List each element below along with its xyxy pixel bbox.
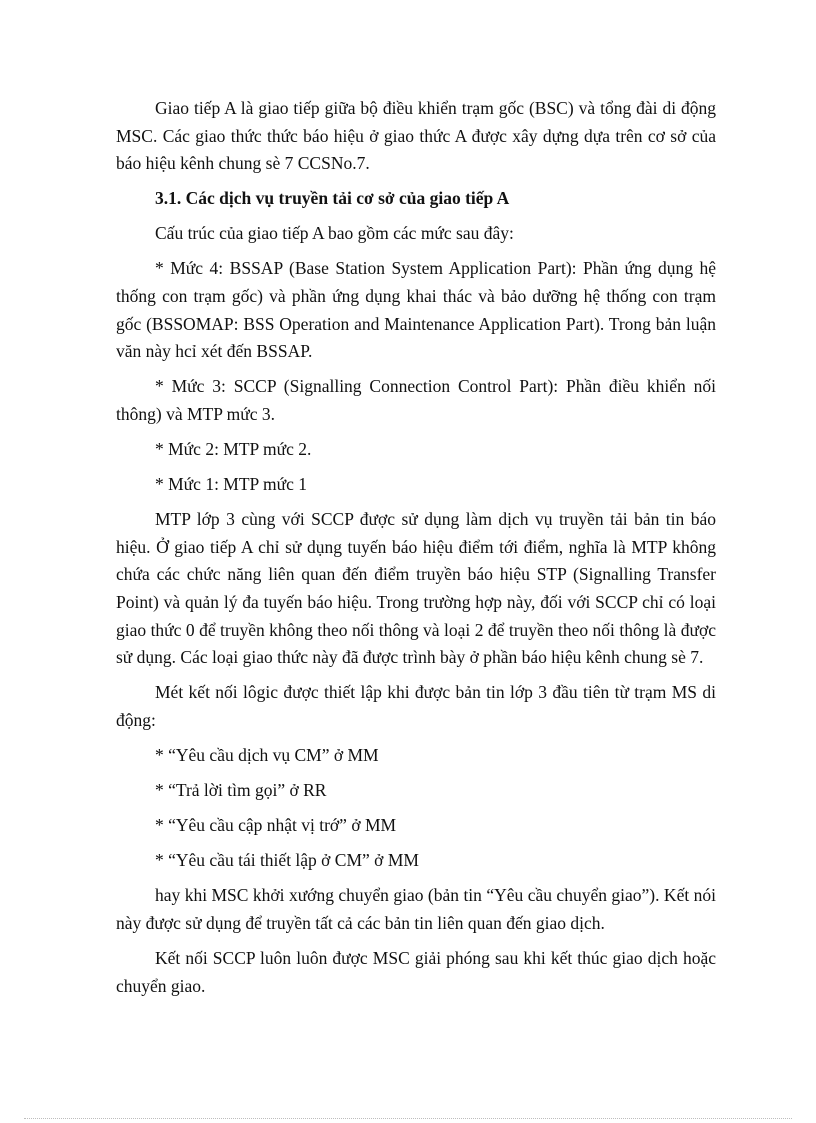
document-body <box>116 95 716 1008</box>
list-item-location-update: * “Yêu cầu cập nhật vị trớ” ở MM <box>155 815 397 836</box>
paragraph-intro: Giao tiếp A là giao tiếp giữa bộ điều khiển trạm gốc (BSC) và tổng đài di động MSC. Các giao thức thức báo hiệu ở giao thức A được xây dựng dựa trên cơ sở của báo hiệu kênh chung sè 7 CCSNo.7. <box>116 98 716 174</box>
paragraph-release: Kết nối SCCP luôn luôn được MSC giải phóng sau khi kết thúc giao dịch hoặc chuyển giao. <box>116 948 716 996</box>
page-bottom-divider <box>24 1118 792 1119</box>
paragraph-structure: Cấu trúc của giao tiếp A bao gồm các mức sau đây: <box>155 223 514 244</box>
paragraph-logical-connection: Mét kết nối lôgic được thiết lập khi được bản tin lớp 3 đầu tiên từ trạm MS di động: <box>116 682 716 730</box>
list-item-level-2: * Mức 2: MTP mức 2. <box>155 439 312 460</box>
section-heading: 3.1. Các dịch vụ truyền tải cơ sở của giao tiếp A <box>155 188 510 209</box>
list-item-paging-response: * “Trả lời tìm gọi” ở RR <box>155 780 327 801</box>
list-item-level-1: * Mức 1: MTP mức 1 <box>155 474 307 495</box>
list-item-reestablish: * “Yêu cầu tái thiết lập ở CM” ở MM <box>155 850 419 871</box>
paragraph-handover: hay khi MSC khởi xướng chuyển giao (bản tin “Yêu cầu chuyển giao”). Kết nói này được sử dụng để truyền tất cả các bản tin liên quan đến giao dịch. <box>116 885 716 933</box>
paragraph-mtp: MTP lớp 3 cùng với SCCP được sử dụng làm dịch vụ truyền tải bản tin báo hiệu. Ở giao tiếp A chỉ sử dụng tuyến báo hiệu điểm tới điểm, nghĩa là MTP không chứa các chức năng liên quan đến điểm truyền báo hiệu STP (Signalling Transfer Point) và quản lý đa tuyến báo hiệu. Trong trường hợp này, đối với SCCP chỉ có loại giao thức 0 để truyền không theo nối thông và loại 2 để truyền theo nối thông là được sử dụng. Các loại giao thức này đã được trình bày ở phần báo hiệu kênh chung sè 7. <box>116 509 716 668</box>
list-item-cm-service: * “Yêu cầu dịch vụ CM” ở MM <box>155 744 379 765</box>
list-item-level-4: * Mức 4: BSSAP (Base Station System Application Part): Phần ứng dụng hệ thống con trạm gốc) và phần ứng dụng khai thác và bảo dưỡng hệ thống con trạm gốc (BSSOMAP: BSS Operation and Maintenance Application Part). Trong bản luận văn này hcỉ xét đến BSSAP. <box>116 258 716 362</box>
list-item-level-3: * Mức 3: SCCP (Signalling Connection Control Part): Phần điều khiển nối thông) và MTP mức 3. <box>116 376 716 424</box>
